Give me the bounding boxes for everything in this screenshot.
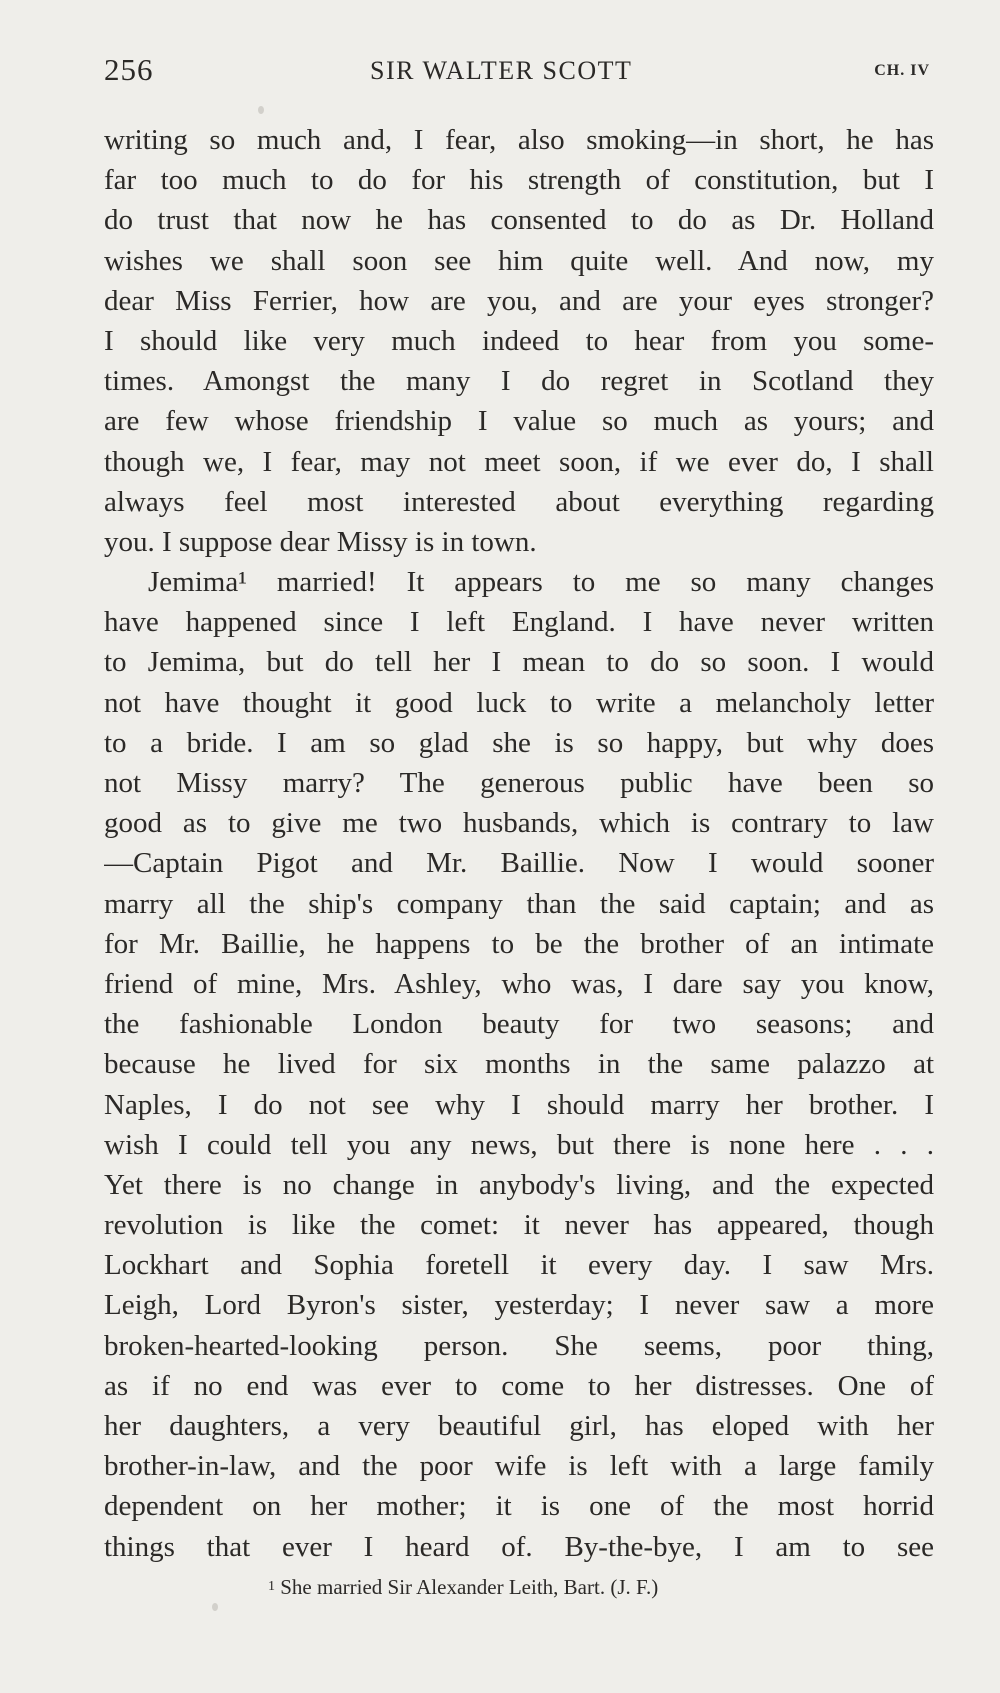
text-line: things that ever I heard of. By-the-bye, I am to see <box>104 1530 934 1563</box>
text-line: Lockhart and Sophia foretell it every day. I saw Mrs. <box>104 1249 934 1282</box>
text-line: wishes we shall soon see him quite well. And now, my <box>104 244 934 277</box>
text-line: the fashionable London beauty for two seasons; and <box>104 1008 934 1041</box>
text-line: are few whose friendship I value so much as yours; and <box>104 405 934 438</box>
text-line: I should like very much indeed to hear from you some- <box>104 324 934 357</box>
text-line: good as to give me two husbands, which is contrary to law <box>104 807 934 840</box>
text-line: not have thought it good luck to write a melancholy letter <box>104 686 934 719</box>
running-title: SIR WALTER SCOTT <box>370 56 633 85</box>
text-line: brother-in-law, and the poor wife is left with a large family <box>104 1450 934 1483</box>
text-line: —Captain Pigot and Mr. Baillie. Now I would sooner <box>104 847 934 880</box>
paragraph-1 <box>104 120 934 562</box>
footnote-marker: 1 <box>268 1579 275 1594</box>
text-line: dear Miss Ferrier, how are you, and are your eyes stronger? <box>104 284 934 317</box>
footnote-text: She married Sir Alexander Leith, Bart. (J. F.) <box>280 1575 659 1599</box>
text-line: always feel most interested about everything regarding <box>104 485 934 518</box>
text-line: do trust that now he has consented to do as Dr. Holland <box>104 204 934 237</box>
text-line: revolution is like the comet: it never has appeared, though <box>104 1209 934 1242</box>
text-line: marry all the ship's company than the said captain; and as <box>104 887 934 920</box>
text-line: writing so much and, I fear, also smoking—in short, he has <box>104 124 934 156</box>
text-line: to Jemima, but do tell her I mean to do so soon. I would <box>104 646 934 679</box>
text-line: dependent on her mother; it is one of the most horrid <box>104 1490 934 1523</box>
text-line: Jemima¹ married! It appears to me so many changes <box>148 566 934 599</box>
text-line: not Missy marry? The generous public have been so <box>104 767 934 799</box>
text-line: times. Amongst the many I do regret in Scotland they <box>104 365 934 398</box>
paragraph-2 <box>104 562 934 1567</box>
text-line: far too much to do for his strength of constitution, but I <box>104 164 934 197</box>
text-line: have happened since I left England. I have never written <box>104 606 934 639</box>
footnote <box>268 1575 658 1600</box>
text-line: broken-hearted-looking person. She seems, poor thing, <box>104 1329 934 1362</box>
text-line: for Mr. Baillie, he happens to be the brother of an intimate <box>104 927 934 960</box>
text-line: her daughters, a very beautiful girl, has eloped with her <box>104 1410 934 1442</box>
chapter-marker: CH. IV <box>874 62 930 79</box>
page-number: 256 <box>104 52 154 87</box>
text-line: to a bride. I am so glad she is so happy, but why does <box>104 726 934 759</box>
paper-speck <box>212 1603 218 1611</box>
text-line: Yet there is no change in anybody's living, and the expected <box>104 1168 934 1201</box>
text-line: wish I could tell you any news, but there is none here . . . <box>104 1128 934 1161</box>
body-text <box>104 120 934 1567</box>
text-line: because he lived for six months in the same palazzo at <box>104 1048 934 1081</box>
text-line: Naples, I do not see why I should marry her brother. I <box>104 1088 934 1121</box>
text-line: though we, I fear, may not meet soon, if we ever do, I shall <box>104 445 934 478</box>
text-line: Leigh, Lord Byron's sister, yesterday; I never saw a more <box>104 1289 934 1322</box>
text-line: friend of mine, Mrs. Ashley, who was, I dare say you know, <box>104 967 934 1000</box>
text-line: as if no end was ever to come to her distresses. One of <box>104 1369 934 1402</box>
text-line: you. I suppose dear Missy is in town. <box>104 525 537 558</box>
running-header <box>104 52 930 92</box>
paper-speck <box>258 106 264 114</box>
